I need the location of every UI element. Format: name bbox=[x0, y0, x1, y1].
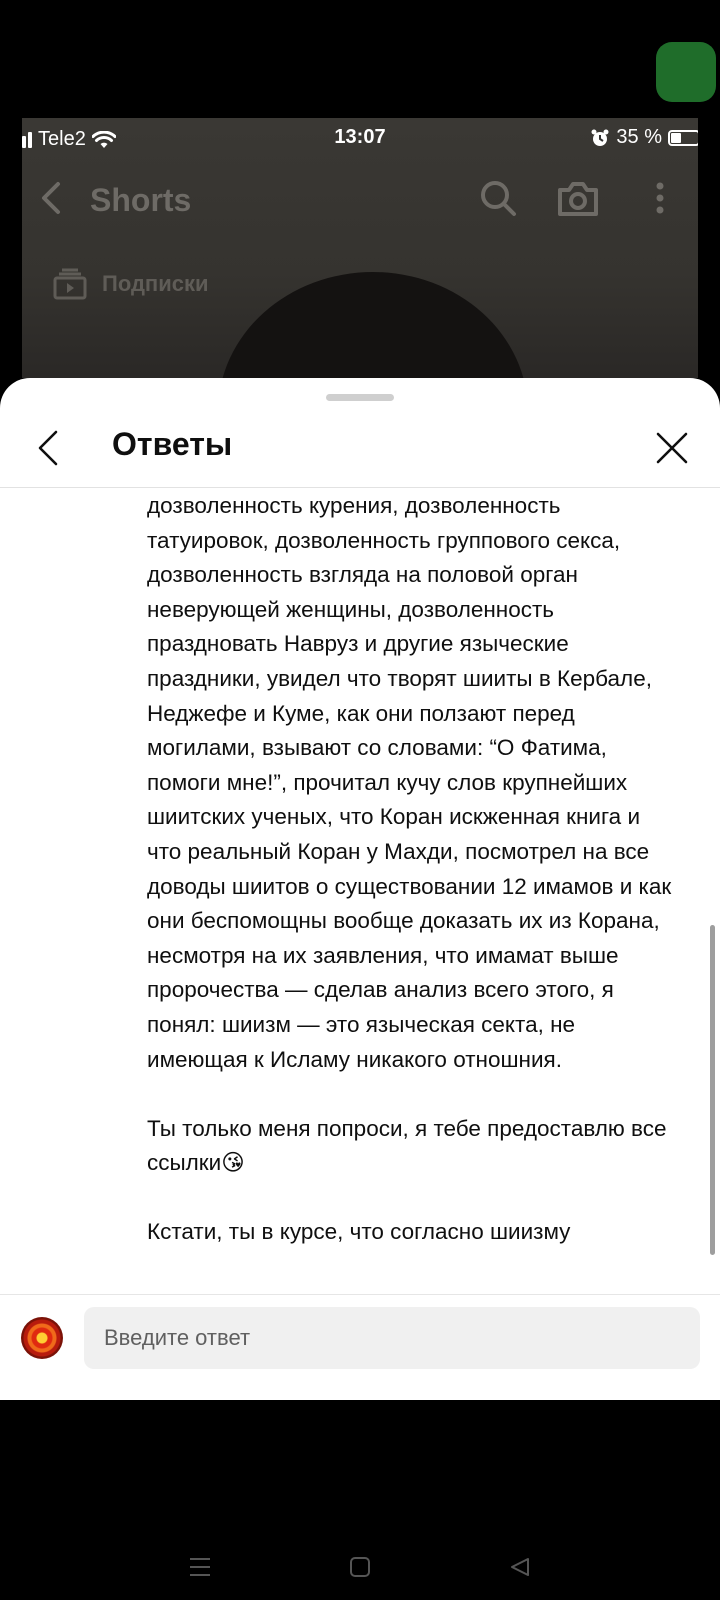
back-triangle-icon[interactable] bbox=[508, 1556, 532, 1578]
sheet-drag-handle[interactable] bbox=[326, 394, 394, 401]
reply-bar bbox=[0, 1294, 720, 1400]
sheet-title: Ответы bbox=[112, 426, 233, 462]
more-vertical-icon[interactable] bbox=[654, 180, 666, 216]
avatar[interactable] bbox=[21, 1317, 63, 1359]
clock: 13:07 bbox=[334, 126, 386, 148]
alarm-icon bbox=[590, 128, 610, 148]
home-square-icon[interactable] bbox=[348, 1556, 372, 1578]
status-bar bbox=[22, 118, 698, 158]
subscriptions-link[interactable] bbox=[52, 268, 209, 300]
background-app-screen bbox=[22, 118, 698, 378]
battery-percent: 35 % bbox=[616, 126, 662, 148]
reply-input[interactable] bbox=[84, 1307, 700, 1369]
replies-sheet bbox=[0, 378, 720, 1400]
top-black-band bbox=[0, 0, 720, 118]
subscriptions-label: Подписки bbox=[102, 271, 209, 296]
sheet-header bbox=[0, 408, 720, 488]
floating-green-button[interactable] bbox=[656, 42, 716, 102]
shorts-title: Shorts bbox=[90, 182, 192, 218]
video-person-silhouette bbox=[218, 272, 528, 378]
search-icon[interactable] bbox=[478, 178, 518, 218]
comment-scroll-area[interactable] bbox=[0, 489, 720, 1294]
camera-icon[interactable] bbox=[556, 178, 600, 218]
chevron-left-icon[interactable] bbox=[30, 426, 70, 470]
status-right bbox=[590, 126, 698, 149]
close-icon[interactable] bbox=[650, 426, 694, 470]
battery-icon bbox=[668, 130, 698, 146]
back-arrow-icon[interactable] bbox=[36, 178, 68, 218]
subscriptions-icon bbox=[52, 268, 88, 300]
comment-body: дозволенность курения, дозволенность татуировок, дозволенность группового секса, дозволенность взгляда на половой орган неверующей женщины, дозволенность праздновать Навруз и другие языческие праздники, увидел что творят шииты в Кербале, Неджефе и Куме, как они ползают перед могилами, взывают со словами: “О Фатима, помоги мне!”, прочитал кучу слов крупнейших шиитских ученых, что Коран искженная книга и что реальный Коран у Махди, посмотрел на все доводы шиитов о существовании 12 имамов и как они беспомощны вообще доказать их из Корана, несмотря на их заявления, что имамат выше пророчества — сделав анализ всего этого, я понял: шиизм — это языческая секта, не имеющая к Исламу никакого отношния. Ты только меня попроси, я тебе предоставлю все ссылки😘 Кстати, ты в курсе, что согласно шиизму bbox=[147, 493, 672, 1245]
scrollbar[interactable] bbox=[710, 925, 715, 1255]
shorts-header bbox=[22, 170, 698, 226]
system-nav-bar bbox=[0, 1400, 720, 1600]
carrier-name: Tele2 bbox=[38, 128, 86, 150]
menu-icon[interactable] bbox=[188, 1556, 212, 1578]
